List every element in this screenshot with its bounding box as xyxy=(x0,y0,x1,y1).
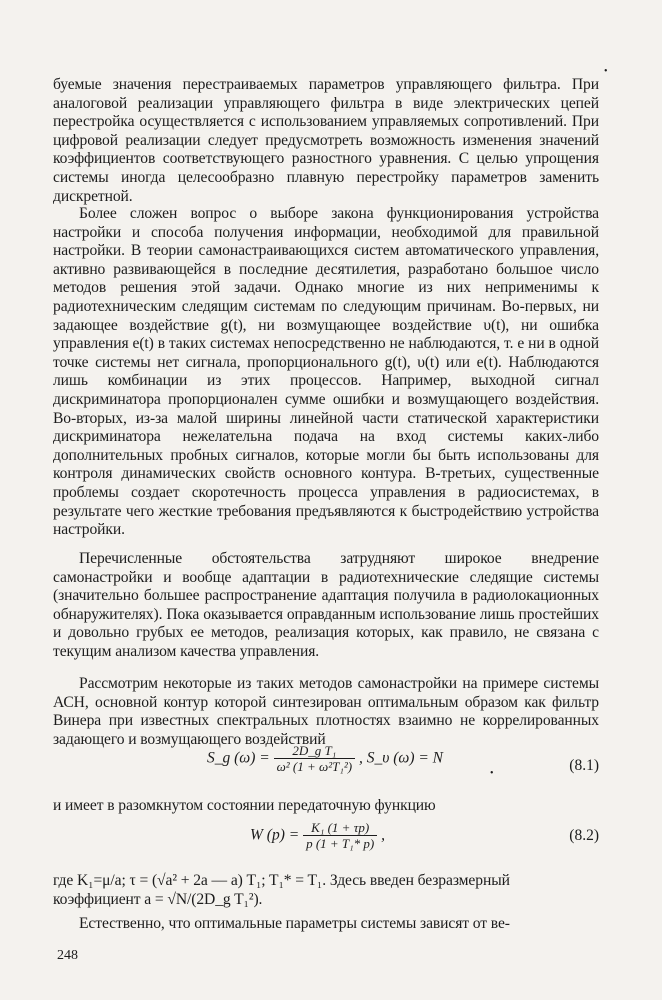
eq1-denominator: ω² (1 + ω²T₁²) xyxy=(276,759,353,774)
stray-dot: • xyxy=(490,768,494,779)
paragraph-3: Перечисленные обстоятельства затрудняют широкое внедрение самонастройки и вообще адаптации в радиотехнические следящие системы (значительно большее распространение адаптация получила в радиолокационных обнаружителях). Пока оказывается оправданным использование лишь простейших и довольно грубых ее методов, реализация которых, как правило, не связана с текущим анализом качества управления. xyxy=(53,550,599,660)
eq2-rhs: , xyxy=(381,826,386,844)
equation-8-1 xyxy=(207,743,443,775)
eq2-lhs: W (p) = xyxy=(250,826,300,844)
paragraph-6b: коэффициент a = √N/(2D_g T₁²). xyxy=(53,891,263,908)
paragraph-5: и имеет в разомкнутом состоянии передаточную функцию xyxy=(53,797,436,814)
eq2-denominator: p (1 + T₁* p) xyxy=(306,836,375,851)
eq1-numerator: 2D_g T₁ xyxy=(274,743,355,759)
margin-mark: • xyxy=(604,66,608,77)
paragraph-4: Рассмотрим некоторые из таких методов самонастройки на примере системы АСН, основной контур которой синтезирован оптимальным образом как фильтр Винера при известных спектральных плотностях взаимно не коррелированных задающего и возмущающего воздействий xyxy=(53,675,599,748)
eq1-rhs: , S_υ (ω) = N xyxy=(358,749,444,767)
paragraph-2: Более сложен вопрос о выборе закона функционирования устройства настройки и способа получения информации, необходимой для правильной настройки. В теории самонастраивающихся систем автоматического управления, активно развивающейся в последние десятилетия, разработано большое число методов решения этой задачи. Однако многие из них неприменимы к радиотехническим следящим системам по следующим причинам. Во-первых, ни задающее воздействие g(t), ни возмущающее воздействие υ(t), ни ошибка управления e(t) в таких системах непосредственно не наблюдаются, т. е ни в одной точке системы нет сигнала, пропорционального g(t), υ(t) или e(t). Наблюдаются лишь комбинации из этих процессов. Например, выходной сигнал дискриминатора пропорционален сумме ошибки и возмущающего воздействия. Во-вторых, из-за малой ширины линейной части статической характеристики дискриминатора нежелательна подача на вход системы каких-либо дополнительных пробных сигналов, которые могли бы быть использованы для контроля динамических свойств основного контура. В-третьих, существенные проблемы создает скоротечность процесса управления в радиосистемах, в результате чего жесткие требования предъявляются к быстродействию устройства настройки. xyxy=(53,205,599,539)
eq2-fraction xyxy=(303,820,377,852)
equation-number-8-2: (8.2) xyxy=(569,827,599,844)
paragraph-7: Естественно, что оптимальные параметры системы зависят от ве- xyxy=(79,915,510,932)
eq1-fraction xyxy=(274,743,355,775)
page-number: 248 xyxy=(57,948,78,963)
equation-number-8-1: (8.1) xyxy=(569,757,599,774)
paragraph-1: буемые значения перестраиваемых параметров управляющего фильтра. При аналоговой реализации управляющего фильтра в виде электрических цепей перестройка осуществляется с использованием управляемых сопротивлений. При цифровой реализации следует предусмотреть возможность изменения значений коэффициентов соответствующего разностного уравнения. С целью упрощения системы иногда целесообразно плавную перестройку параметров заменить дискретной. xyxy=(53,76,599,205)
paragraph-6a: где K₁=μ/a; τ = (√a² + 2a — a) T₁; T₁* = T₁. Здесь введен безразмерный xyxy=(53,872,510,889)
eq2-numerator: K₁ (1 + τp) xyxy=(303,820,377,836)
equation-8-2 xyxy=(250,820,385,852)
eq1-lhs: S_g (ω) = xyxy=(207,749,270,767)
